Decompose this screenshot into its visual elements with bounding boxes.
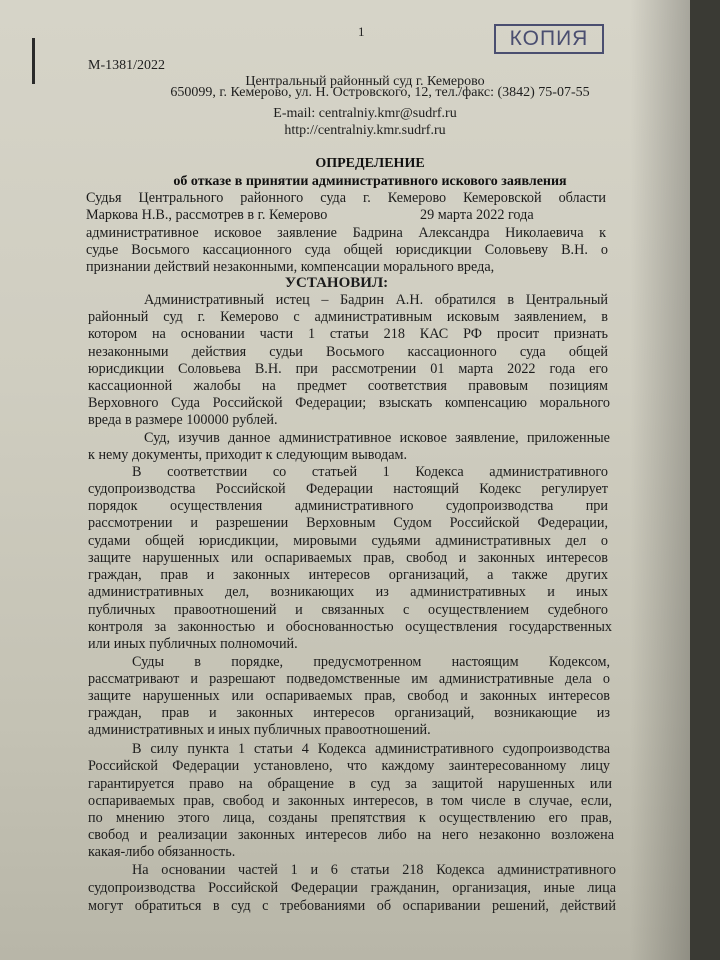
body-line: гарантируется право на обращение в суд за защитой нарушенных или [88,776,612,792]
body-line: судами общей юрисдикции, мировыми судьями административных дел о [88,533,608,549]
body-line: юрисдикции Соловьева В.Н. при рассмотрении 01 марта 2022 года его [88,361,608,377]
body-line: могут обратиться в суд с требованиями об оспаривании решений, действий [88,898,616,914]
body-line: административных дел, возникающих из административных и иных [88,584,608,600]
body-line: котором на основании части 1 статьи 218 КАС РФ просит признать [88,326,608,342]
intro-date: 29 марта 2022 года [420,207,534,223]
court-email: E-mail: centralniy.kmr@sudrf.ru [273,106,457,121]
copy-stamp: КОПИЯ [494,24,604,54]
intro-line: Маркова Н.В., рассмотрев в г. Кемерово [86,207,328,223]
document-title: ОПРЕДЕЛЕНИЕ [315,156,425,171]
page-shadow [630,0,690,960]
body-line: Суды в порядке, предусмотренном настоящим Кодексом, [132,654,610,670]
body-line: публичных правоотношений и связанных с осуществлением судебного [88,602,608,618]
body-line: На основании частей 1 и 6 статьи 218 Кодекса административного [132,862,616,878]
body-line: Суд, изучив данное административное исковое заявление, приложенные [144,430,610,446]
body-line: контроля за законностью и обоснованностью осуществления государственных [88,619,612,635]
body-line: к нему документы, приходит к следующим выводам. [88,447,408,463]
body-line: районный суд г. Кемерово с административным исковым заявлением, в [88,309,608,325]
body-line: оспариваемых прав, свобод и законных интересов, в том числе в случае, если, [88,793,612,809]
intro-line: признании действий незаконными, компенсации морального вреда, [86,259,495,275]
page-number: 1 [358,24,365,39]
body-line: какая-либо обязанность. [88,844,236,860]
body-line: судопроизводства Российской Федерации гражданин, организация, иные лица [88,880,616,896]
margin-mark [32,38,35,84]
document-subtitle: об отказе в принятии административного искового заявления [173,174,567,189]
established-heading: УСТАНОВИЛ: [285,275,389,291]
body-line: Российской Федерации установлено, что каждому заинтересованному лицу [88,758,610,774]
body-line: порядок осуществления административного судопроизводства при [88,498,608,514]
body-line: граждан, прав и законных интересов организаций, а также других [88,567,608,583]
intro-line: Судья Центрального районного суда г. Кемерово Кемеровской области [86,190,606,206]
body-line: административных и иных публичных правоотношений. [88,722,431,738]
body-line: рассматривают и разрешают подведомственные им административные дела о [88,671,610,687]
body-line: Административный истец – Бадрин А.Н. обратился в Центральный [144,292,608,308]
body-line: кассационной жалобы на предмет соответствия правовым позициям [88,378,608,394]
intro-line: судье Восьмого кассационного суда общей юрисдикции Соловьеву В.Н. о [86,242,608,258]
body-line: Верховного Суда Российской Федерации; взыскать компенсацию морального [88,395,610,411]
body-line: В соответствии со статьей 1 Кодекса административного [132,464,608,480]
body-line: незаконными действия судьи Восьмого кассационного суда общей [88,344,608,360]
body-line: свобод и реализации законных интересов либо на него незаконно возложена [88,827,614,843]
court-website: http://centralniy.kmr.sudrf.ru [284,123,446,138]
body-line: защите нарушенных или оспариваемых прав, свобод и законных интересов [88,550,608,566]
intro-line: административное исковое заявление Бадрина Александра Николаевича к [86,225,606,241]
body-line: рассмотрении и разрешении Верховным Судом Российской Федерации, [88,515,608,531]
court-address: 650099, г. Кемерово, ул. Н. Островского, 12, тел./факс: (3842) 75-07-55 [170,85,590,100]
body-line: граждан, прав и законных интересов организаций, возникающие из [88,705,610,721]
body-line: судопроизводства Российской Федерации настоящий Кодекс регулирует [88,481,608,497]
body-line: вреда в размере 100000 рублей. [88,412,278,428]
case-number: М-1381/2022 [88,58,165,73]
body-line: по мнению этого лица, созданы препятствия к осуществлению его прав, [88,810,612,826]
body-line: В силу пункта 1 статьи 4 Кодекса административного судопроизводства [132,741,610,757]
court-name: Центральный районный суд г. Кемерово [245,74,485,89]
body-line: защите нарушенных или оспариваемых прав, свобод и законных интересов [88,688,610,704]
body-line: или иных публичных полномочий. [88,636,298,652]
